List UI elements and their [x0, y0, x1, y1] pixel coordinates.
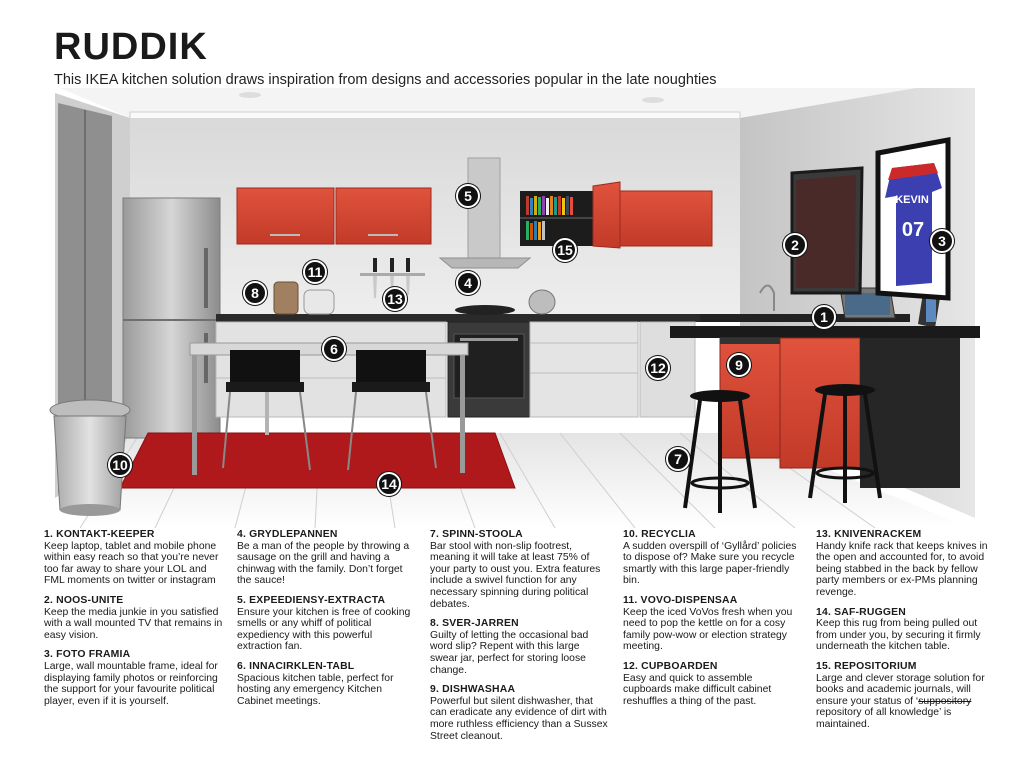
marker-9[interactable]: 9 [727, 353, 751, 377]
jersey-number: 07 [901, 219, 925, 241]
legend-item-heading: 12. CUPBOARDEN [623, 660, 718, 672]
marker-11[interactable]: 11 [303, 260, 327, 284]
marker-5[interactable]: 5 [456, 184, 480, 208]
legend-item-description: Keep the iced VoVos fresh when you need to pop the kettle on for a cosy family pow-wow or election strategy meeting. [623, 606, 793, 653]
legend-item-7 [430, 529, 610, 610]
marker-6[interactable]: 6 [322, 337, 346, 361]
legend-item-15 [816, 661, 994, 731]
marker-12[interactable]: 12 [646, 356, 670, 380]
legend-item-description: Ensure your kitchen is free of cooking smells or any whiff of political expediency with this powerful extraction fan. [237, 606, 411, 653]
struck-out-word: suppository [918, 695, 972, 707]
page-title: RUDDIK [54, 26, 208, 68]
legend-item-description: Powerful but silent dishwasher, that can eradicate any evidence of dirt with more ruthless efficiency than a Sussex Street cleanout. [430, 695, 608, 742]
legend-item-heading: 3. FOTO FRAMIA [44, 649, 131, 661]
description-text: repository of all knowledge’ is maintained. [816, 707, 952, 730]
legend-column-3 [430, 529, 610, 750]
legend-column-5 [816, 529, 994, 739]
marker-2[interactable]: 2 [783, 233, 807, 257]
marker-13[interactable]: 13 [383, 287, 407, 311]
description-text: Large and clever storage solution for books and academic journals, will ensure your status of ‘ [816, 672, 985, 707]
marker-15[interactable]: 15 [553, 238, 577, 262]
legend-item-1 [44, 529, 226, 587]
marker-14[interactable]: 14 [377, 472, 401, 496]
legend-item-description: Handy knife rack that keeps knives in the open and accounted for, to avoid being stabbed in the back by fellow party members or ex-PMs planning revenge. [816, 540, 988, 598]
legend-item-description: Guilty of letting the occasional bad word slip? Repent with this large swear jar, perfect for storing loose change. [430, 629, 589, 676]
jersey-name: KEVIN [895, 194, 929, 206]
kitchen-scene [40, 88, 995, 528]
marker-1[interactable]: 1 [812, 305, 836, 329]
legend-item-9 [430, 684, 610, 742]
legend-item-10 [623, 529, 803, 587]
legend-item-12 [623, 661, 803, 707]
legend-item-description: Easy and quick to assemble cupboards make difficult cabinet reshuffles a thing of the past. [623, 672, 772, 707]
legend-item-6 [237, 661, 417, 707]
marker-7[interactable]: 7 [666, 447, 690, 471]
legend-item-heading: 4. GRYDLEPANNEN [237, 529, 338, 540]
legend-item-description: Spacious kitchen table, perfect for hosting any emergency Kitchen Cabinet meetings. [237, 672, 394, 707]
legend-item-heading: 11. VOVO-DISPENSAA [623, 594, 738, 606]
legend-column-1 [44, 529, 226, 715]
legend-item-3 [44, 649, 226, 707]
legend-column-4 [623, 529, 803, 715]
legend-item-heading: 9. DISHWASHAA [430, 684, 516, 696]
legend-item-8 [430, 618, 610, 676]
legend-item-description: Large, wall mountable frame, ideal for displaying family photos or reinforcing the support for your favourite political player, even if it is yourself. [44, 660, 218, 707]
marker-4[interactable]: 4 [456, 271, 480, 295]
legend-item-13 [816, 529, 994, 599]
legend-item-heading: 1. KONTAKT-KEEPER [44, 529, 155, 540]
legend-item-description: Keep the media junkie in you satisfied with a wall mounted TV that remains in easy vision. [44, 606, 223, 641]
legend-item-2 [44, 595, 226, 641]
legend-item-heading: 10. RECYCLIA [623, 529, 696, 540]
legend-item-description: A sudden overspill of ‘Gyllård’ policies to dispose of? Make sure you recycle smartly with this large paper-friendly bin. [623, 540, 797, 587]
legend-item-heading: 5. EXPEEDIENSY-EXTRACTA [237, 594, 386, 606]
legend-item-heading: 14. SAF-RUGGEN [816, 606, 906, 618]
legend-item-description: Bar stool with non-slip footrest, meaning it will take at least 75% of your party to oust you. Extra features include a swivel function for any necessary spinning during political debates. [430, 540, 601, 610]
legend-item-heading: 6. INNACIRKLEN-TABL [237, 660, 355, 672]
legend-item-description [816, 673, 994, 731]
kitchen-illustration [40, 88, 995, 528]
legend-item-heading: 2. NOOS-UNITE [44, 594, 124, 606]
legend-item-4 [237, 529, 417, 587]
legend-item-description: Keep this rug from being pulled out from under you, by securing it firmly underneath the kitchen table. [816, 618, 981, 653]
marker-3[interactable]: 3 [930, 229, 954, 253]
page-subtitle: This IKEA kitchen solution draws inspiration from designs and accessories popular in the late noughties [54, 72, 717, 88]
legend-item-heading: 8. SVER-JARREN [430, 618, 519, 630]
legend-item-heading: 15. REPOSITORIUM [816, 660, 917, 672]
marker-8[interactable]: 8 [243, 281, 267, 305]
legend-item-5 [237, 595, 417, 653]
legend-item-heading: 7. SPINN-STOOLA [430, 529, 523, 540]
legend-column-2 [237, 529, 417, 715]
legend-item-heading: 13. KNIVENRACKEM [816, 529, 922, 540]
legend-item-11 [623, 595, 803, 653]
legend-item-description: Keep laptop, tablet and mobile phone within easy reach so that you’re never too far away to share your LOL and FML moments on twitter or instagram [44, 540, 219, 587]
marker-10[interactable]: 10 [108, 453, 132, 477]
legend-item-14 [816, 607, 994, 653]
legend-item-description: Be a man of the people by throwing a sausage on the grill and having a chinwag with the family. Don’t forget the sauce! [237, 540, 410, 587]
